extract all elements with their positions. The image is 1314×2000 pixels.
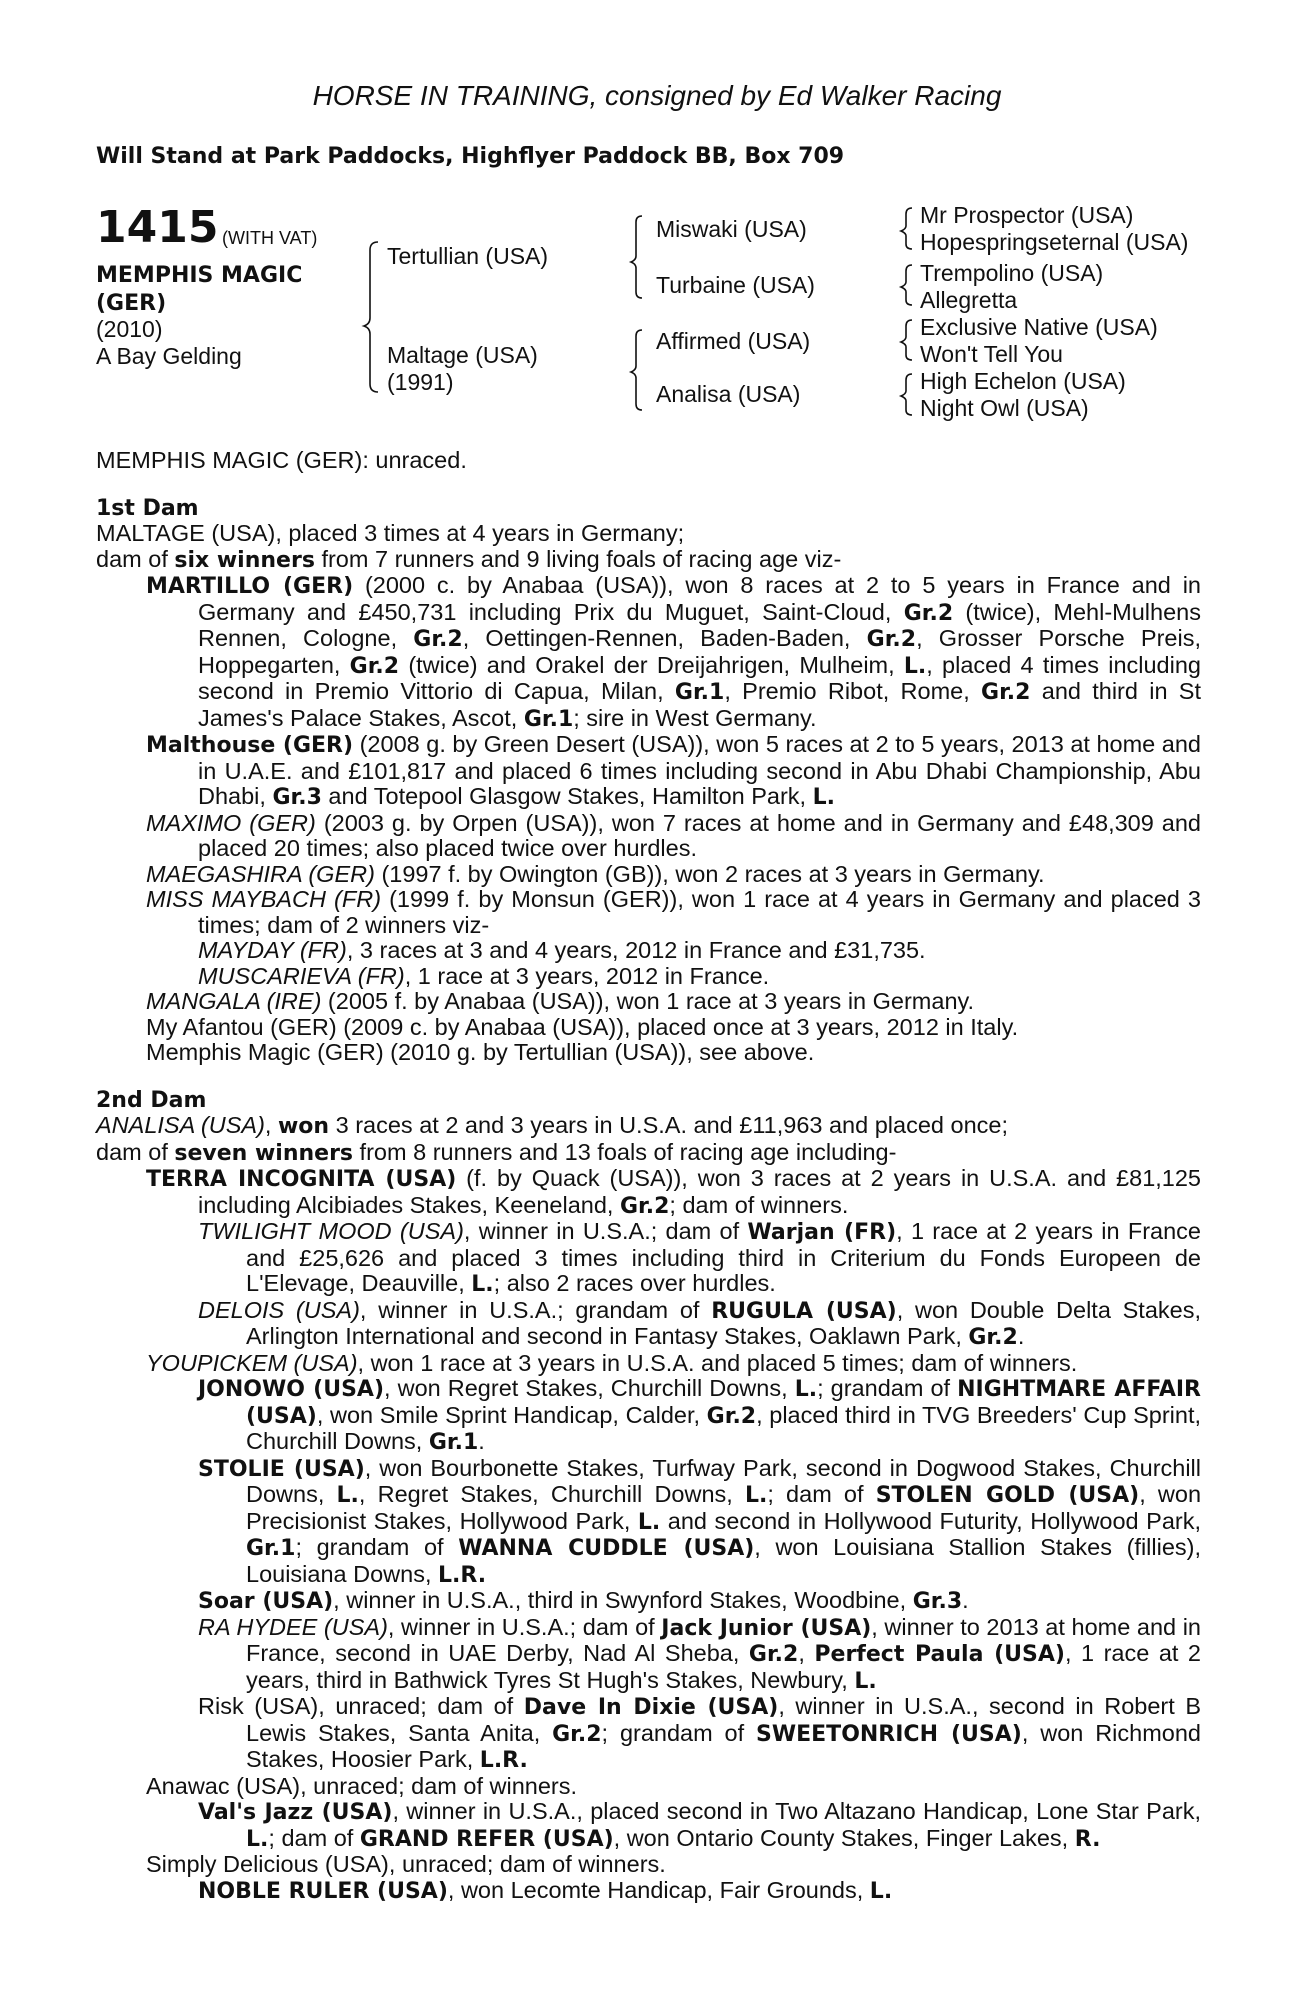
second-dam-produce-line: dam of seven winners from 8 runners and 13 foals of racing age including- [96, 1138, 897, 1166]
pedigree-sd-sire: Trempolino (USA) [920, 260, 1104, 286]
produce-record [96, 448, 1201, 1904]
produce-delois: DELOIS (USA), winner in U.S.A.; grandam of RUGULA (USA), won Double Delta Stakes, Arlington International and second in Fantasy Stakes, Oaklawn Park, Gr.2. [198, 1296, 1202, 1350]
produce-my-afantou: My Afantou (GER) (2009 c. by Anabaa (USA)), placed once at 3 years, 2012 in Italy. [146, 1013, 1019, 1040]
produce-mayday: MAYDAY (FR), 3 races at 3 and 4 years, 2012 in France and £31,735. [198, 937, 926, 963]
first-dam-heading: 1st Dam [96, 495, 199, 521]
vat-note: (WITH VAT) [222, 228, 318, 248]
produce-mangala: MANGALA (IRE) (2005 f. by Anabaa (USA)), won 1 race at 3 years in Germany. [146, 988, 975, 1014]
produce-soar: Soar (USA), winner in U.S.A., third in Swynford Stakes, Woodbine, Gr.3. [198, 1587, 969, 1614]
bracket-ds [901, 320, 912, 360]
produce-jonowo: JONOWO (USA), won Regret Stakes, Churchill Downs, L.; grandam of NIGHTMARE AFFAIR (USA), won Smile Sprint Handicap, Calder, Gr.2, placed third in TVG Breeders' Cup Sprint, Churchill Downs, Gr.1. [198, 1375, 1202, 1455]
produce-malthouse: Malthouse (GER) (2008 g. by Green Desert (USA)), won 5 races at 2 to 5 years, 2013 at home and in U.A.E. and £101,817 and placed 6 times including second in Abu Dhabi Championship, Abu Dhabi, Gr.3 and Totepool Glasgow Stakes, Hamilton Park, L. [146, 731, 1201, 810]
produce-memphis-magic: Memphis Magic (GER) (2010 g. by Tertullian (USA)), see above. [146, 1039, 815, 1065]
produce-youpickem: YOUPICKEM (USA), won 1 race at 3 years in U.S.A. and placed 5 times; dam of winners. [146, 1349, 1078, 1376]
bracket-dam [631, 330, 642, 410]
second-dam-heading: 2nd Dam [96, 1087, 207, 1113]
pedigree-sire: Tertullian (USA) [387, 243, 549, 269]
first-dam-produce-line: dam of six winners from 7 runners and 9 living foals of racing age viz- [96, 545, 842, 573]
bracket-ss [901, 208, 912, 249]
pedigree-ss-sire: Mr Prospector (USA) [920, 202, 1134, 228]
pedigree-dd-dam: Night Owl (USA) [920, 395, 1089, 421]
produce-martillo: MARTILLO (GER) (2000 c. by Anabaa (USA)), won 8 races at 2 to 5 years in France and in Germany and £450,731 including Prix du Muguet, Saint-Cloud, Gr.2 (twice), Mehl-Mulhens Rennen, Cologne, Gr.2, Oettingen-Rennen, Baden-Baden, Gr.2, Grosser Porsche Preis, Hoppegarten, Gr.2 (twice) and Orakel der Dreijahrigen, Mulheim, L., placed 4 times including second in Premio Vittorio di Capua, Milan, Gr.1, Premio Ribot, Rome, Gr.2 and third in St James's Palace Stakes, Ascot, Gr.1; sire in West Germany. [146, 572, 1201, 732]
foaling-year: (2010) [96, 316, 163, 342]
pedigree-dam-dam: Analisa (USA) [656, 381, 801, 407]
pedigree-ds-sire: Exclusive Native (USA) [920, 314, 1158, 340]
pedigree-dam-sire: Affirmed (USA) [656, 328, 811, 354]
produce-anawac: Anawac (USA), unraced; dam of winners. [146, 1772, 578, 1799]
pedigree-ss-dam: Hopespringseternal (USA) [920, 229, 1189, 255]
produce-muscarieva: MUSCARIEVA (FR), 1 race at 3 years, 2012 in France. [198, 962, 770, 989]
produce-twilight-mood: TWILIGHT MOOD (USA), winner in U.S.A.; dam of Warjan (FR), 1 race at 2 years in France and £25,626 and placed 3 times including third in Criterium du Fonds Europeen de L'Elevage, Deauville, L.; also 2 races over hurdles. [198, 1218, 1201, 1297]
bracket-gen1 [364, 242, 378, 392]
pedigree-dam-year: (1991) [387, 369, 454, 395]
catalogue-title: HORSE IN TRAINING, consigned by Ed Walker Racing [312, 80, 1002, 111]
produce-ra-hydee: RA HYDEE (USA), winner in U.S.A.; dam of Jack Junior (USA), winner to 2013 at home and in France, second in UAE Derby, Nad Al Sheba, Gr.2, Perfect Paula (USA), 1 race at 2 years, third in Bathwick Tyres St Hugh's Stakes, Newbury, L. [198, 1613, 1202, 1694]
first-dam-line: MALTAGE (USA), placed 3 times at 4 years in Germany; [96, 520, 685, 546]
bracket-dd [901, 374, 912, 415]
bracket-sire [631, 216, 642, 298]
horse-description: A Bay Gelding [96, 343, 242, 369]
bracket-sd [901, 265, 912, 305]
horse-name-line2: (GER) [96, 291, 167, 316]
produce-risk: Risk (USA), unraced; dam of Dave In Dixie (USA), winner in U.S.A., second in Robert B Lewis Stakes, Santa Anita, Gr.2; grandam of SWEETONRICH (USA), won Richmond Stakes, Hoosier Park, L.R. [198, 1693, 1201, 1773]
race-record-intro: MEMPHIS MAGIC (GER): unraced. [96, 447, 467, 473]
produce-terra-incognita: TERRA INCOGNITA (USA) (f. by Quack (USA)), won 3 races at 2 years in U.S.A. and £81,125 including Alcibiades Stakes, Keeneland, Gr.2; dam of winners. [146, 1165, 1202, 1219]
lot-number: 1415 [96, 202, 219, 253]
pedigree-sd-dam: Allegretta [920, 287, 1018, 313]
second-dam-line: ANALISA (USA), won 3 races at 2 and 3 years in U.S.A. and £11,963 and placed once; [96, 1112, 1008, 1139]
produce-maximo: MAXIMO (GER) (2003 g. by Orpen (USA)), won 7 races at home and in Germany and £48,309 and placed 20 times; also placed twice over hurdles. [146, 809, 1202, 861]
produce-vals-jazz: Val's Jazz (USA), winner in U.S.A., placed second in Two Altazano Handicap, Lone Star Park, L.; dam of GRAND REFER (USA), won Ontario County Stakes, Finger Lakes, R. [198, 1798, 1201, 1852]
produce-noble-ruler: NOBLE RULER (USA), won Lecomte Handicap, Fair Grounds, L. [198, 1876, 893, 1904]
stand-location: Will Stand at Park Paddocks, Highflyer Paddock BB, Box 709 [96, 144, 845, 169]
produce-stolie: STOLIE (USA), won Bourbonette Stakes, Turfway Park, second in Dogwood Stakes, Churchill Downs, L., Regret Stakes, Churchill Downs, L.; dam of STOLEN GOLD (USA), won Precisionist Stakes, Hollywood Park, L. and second in Hollywood Futurity, Hollywood Park, Gr.1; grandam of WANNA CUDDLE (USA), won Louisiana Stallion Stakes (fillies), Louisiana Downs, L.R. [198, 1454, 1202, 1588]
pedigree-dam: Maltage (USA) [387, 342, 538, 368]
pedigree-sire-sire: Miswaki (USA) [656, 216, 807, 242]
produce-maegashira: MAEGASHIRA (GER) (1997 f. by Owington (GB)), won 2 races at 3 years in Germany. [146, 860, 1045, 887]
produce-simply-delicious: Simply Delicious (USA), unraced; dam of winners. [146, 1851, 666, 1877]
pedigree-dd-sire: High Echelon (USA) [920, 368, 1126, 394]
produce-miss-maybach: MISS MAYBACH (FR) (1999 f. by Monsun (GER)), won 1 race at 4 years in Germany and placed 3 times; dam of 2 winners viz- [146, 886, 1201, 938]
pedigree-sire-dam: Turbaine (USA) [656, 272, 815, 298]
horse-name-line1: MEMPHIS MAGIC [96, 263, 303, 288]
pedigree-ds-dam: Won't Tell You [920, 341, 1063, 367]
